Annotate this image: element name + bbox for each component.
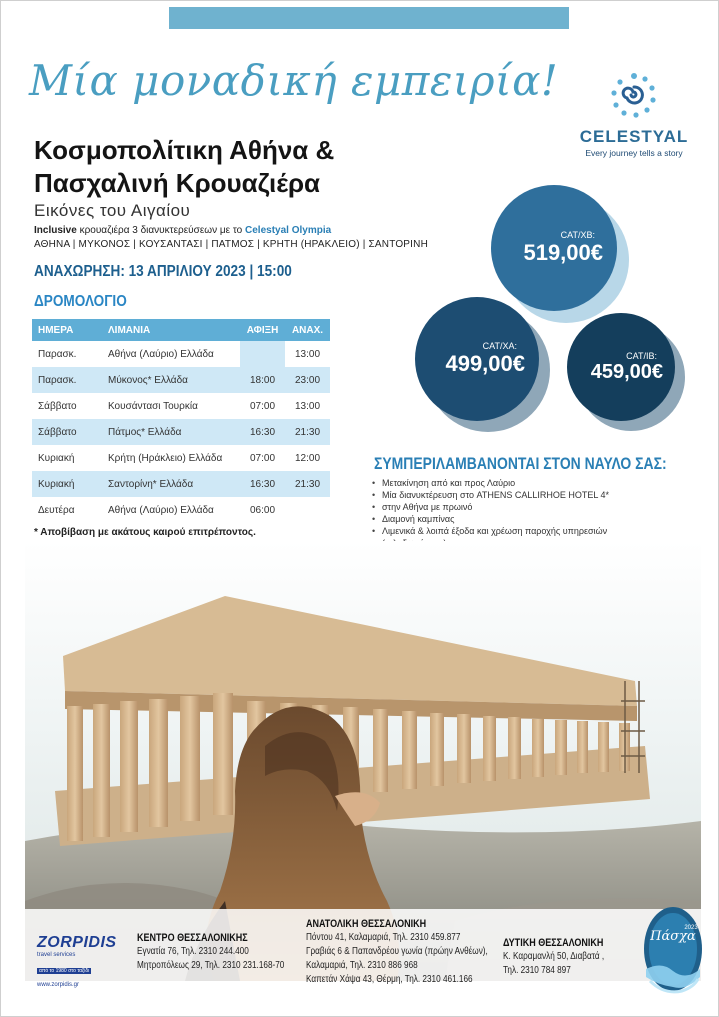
cell-port: Μύκονος* Ελλάδα (102, 367, 240, 393)
agency-web[interactable]: www.zorpidis.gr (37, 982, 80, 988)
office-line: Μητροπόλεως 29, Τηλ. 2310 231.168-70 (137, 960, 285, 971)
office-west (503, 936, 604, 978)
office-center (137, 931, 284, 973)
cell-day: Κυριακή (32, 471, 102, 497)
top-banner-bar (169, 7, 569, 29)
price-badge-xb (491, 185, 617, 311)
cell-day: Παρασκ. (32, 367, 102, 393)
cell-day: Παρασκ. (38, 348, 77, 360)
office-line: Γραβιάς 6 & Παπανδρέου γωνία (πρώην Ανθέων), (306, 946, 488, 957)
table-row (32, 419, 330, 445)
office-title: ΔΥΤΙΚΗ ΘΕΣΣΑΛΟΝΙΚΗ (503, 937, 604, 949)
table-row (32, 341, 330, 367)
price-cat-xb: CAT/XB: (560, 230, 595, 240)
table-row (32, 367, 330, 393)
office-title: ΑΝΑΤΟΛΙΚΗ ΘΕΣΣΑΛΟΝΙΚΗ (306, 918, 427, 930)
itinerary-table (32, 319, 330, 523)
table-row (32, 471, 330, 497)
cell-arrival: 07:00 (249, 400, 276, 412)
badge-text: Πάσχα (650, 929, 696, 944)
header-day: ΗΜΕΡΑ (32, 319, 102, 341)
list-item: • Διαμονή καμπίνας (371, 513, 701, 525)
inclusive-line (34, 225, 331, 236)
cell-port: Κουσάντασι Τουρκία (108, 400, 198, 412)
price-amount-ib: 459,00€ (590, 360, 663, 383)
celestyal-logo (579, 71, 689, 158)
table-row (32, 445, 330, 471)
office-line: Καπετάν Χάψα 43, Θέρμη, Τηλ. 2310 461.166 (306, 974, 473, 985)
price-cat-xa: CAT/XA: (482, 341, 517, 351)
ports-list: ΑΘΗΝΑ | ΜΥΚΟΝΟΣ | ΚΟΥΣΑΝΤΑΣΙ | ΠΑΤΜΟΣ | ΚΡΗΤΗ (ΗΡΑΚΛΕΙΟ) | ΣΑΝΤΟΡΙΝΗ (34, 239, 428, 250)
cell-departure: 13:00 (294, 400, 321, 412)
cell-arrival: 16:30 (240, 471, 285, 497)
cell-departure: 23:00 (285, 367, 330, 393)
easter-egg-icon (642, 899, 704, 995)
agency-name: ZORPIDIS (37, 934, 117, 951)
cell-departure: 21:30 (285, 471, 330, 497)
included-title: ΣΥΜΠΕΡΙΛΑΜΒΑΝΟΝΤΑΙ ΣΤΟΝ ΝΑΥΛΟ ΣΑΣ: (374, 454, 667, 473)
office-line: Τηλ. 2310 784 897 (503, 965, 571, 976)
itinerary-note: * Αποβίβαση με ακάτους καιρού επιτρέποντος. (34, 527, 256, 538)
header-arrival: ΑΦΙΞΗ (240, 319, 285, 341)
price-amount-xb: 519,00€ (523, 240, 603, 265)
zorpidis-logo (37, 934, 115, 988)
office-title: ΚΕΝΤΡΟ ΘΕΣΣΑΛΟΝΙΚΗΣ (137, 932, 248, 944)
headline: Μία μοναδική εμπειρία! (29, 56, 559, 105)
table-row (32, 393, 330, 419)
list-item: • Μία διανυκτέρευση στο ATHENS CALLIRHOE HOTEL 4* (371, 489, 701, 501)
title-line-1: Κοσμοπολίτικη Αθήνα & (34, 135, 335, 165)
cell-arrival (240, 341, 285, 367)
list-item: • Λιμενικά & λοιπά έξοδα και χρέωση παροχής υπηρεσιών (371, 525, 701, 537)
itinerary-label: ΔΡΟΜΟΛΟΓΙΟ (34, 293, 127, 310)
cell-arrival: 07:00 (249, 452, 276, 464)
price-amount-xa: 499,00€ (445, 351, 525, 376)
cell-port: Αθήνα (Λαύριο) Ελλάδα (108, 504, 214, 516)
cell-day: Σάββατο (32, 419, 102, 445)
page-title (34, 134, 334, 200)
cell-port: Κρήτη (Ηράκλειο) Ελλάδα (108, 452, 223, 464)
departure-date: ΑΝΑΧΩΡΗΣΗ: 13 ΑΠΡΙΛΙΟΥ 2023 | 15:00 (34, 263, 292, 280)
brand-name: CELESTYAL (579, 127, 689, 146)
price-badge-xa (415, 297, 539, 421)
office-line: Καλαμαριά, Τηλ. 2310 886 968 (306, 960, 418, 971)
easter-egg-badge (642, 899, 704, 995)
price-badge-ib (567, 313, 675, 421)
cell-arrival: 18:00 (240, 367, 285, 393)
cell-port: Αθήνα (Λαύριο) Ελλάδα (108, 348, 214, 360)
header-departure: ΑΝΑΧ. (285, 319, 330, 341)
badge-year: 2023 (684, 925, 698, 931)
title-line-2: Πασχαλινή Κρουαζιέρα (34, 168, 321, 198)
office-east (306, 917, 488, 987)
office-line: Πόντου 41, Καλαμαριά, Τηλ. 2310 459.877 (306, 932, 461, 943)
cell-departure: 12:00 (294, 452, 321, 464)
brand-tagline: Every journey tells a story (585, 148, 683, 158)
table-row (32, 497, 330, 523)
header-port: ΛΙΜΑΝΙΑ (102, 319, 240, 341)
inclusive-strong: Inclusive (34, 225, 77, 236)
inclusive-text: κρουαζιέρα 3 διανυκτερεύσεων με το (76, 225, 246, 236)
office-line: Κ. Καραμανλή 50, Διαβατά , (503, 951, 605, 962)
cell-departure (285, 497, 330, 523)
cell-departure: 21:30 (285, 419, 330, 445)
cell-day: Σάββατο (38, 400, 77, 412)
cell-arrival: 06:00 (249, 504, 276, 516)
office-line: Εγνατία 76, Τηλ. 2310 244.400 (137, 946, 249, 957)
cell-departure: 13:00 (294, 348, 321, 360)
ship-name: Celestyal Olympia (245, 225, 332, 236)
itinerary-header-row (32, 319, 330, 341)
price-cat-ib: CAT/IB: (626, 350, 657, 361)
agency-line3: από το 1980 στο ταξίδι (39, 968, 90, 974)
cell-day: Δευτέρα (38, 504, 75, 516)
cell-port: Σαντορίνη* Ελλάδα (102, 471, 240, 497)
cell-port: Πάτμος* Ελλάδα (102, 419, 240, 445)
cell-arrival: 16:30 (240, 419, 285, 445)
cell-day: Κυριακή (38, 452, 75, 464)
list-item: • Μετακίνηση από και προς Λαύριο (371, 477, 701, 489)
list-item: • στην Αθήνα με πρωινό (371, 501, 701, 513)
agency-line2: travel services (37, 952, 76, 958)
subtitle: Εικόνες του Αιγαίου (34, 201, 191, 220)
celestyal-swirl-icon (610, 71, 658, 119)
